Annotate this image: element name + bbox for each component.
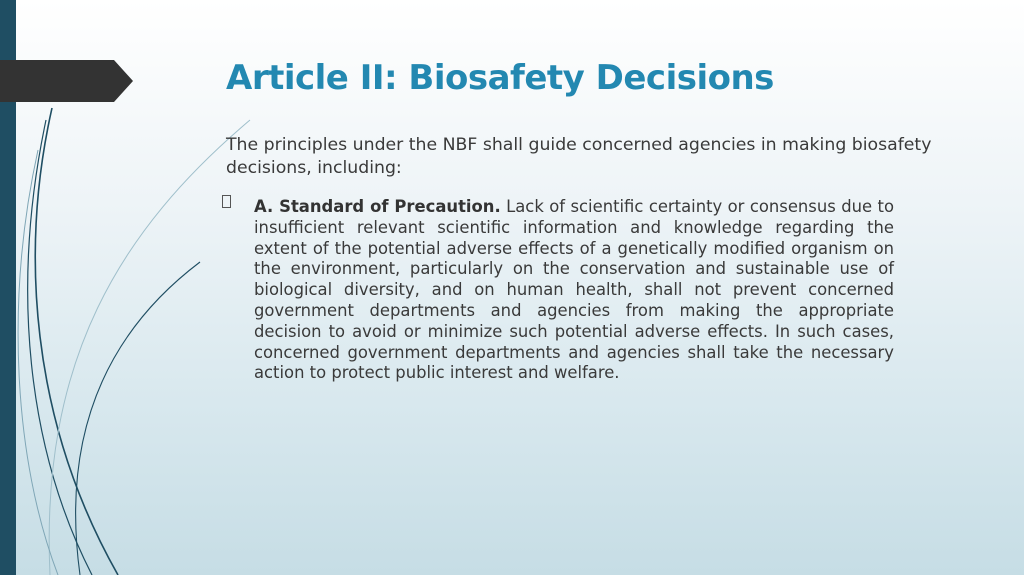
intro-paragraph: The principles under the NBF shall guide concerned agencies in making biosafety decisions, including: (226, 135, 932, 178)
slide-title: Article II: Biosafety Decisions (226, 58, 774, 98)
arrow-tab-shape (0, 60, 133, 102)
missing-glyph-box-icon (222, 195, 231, 208)
bullet-item (254, 197, 894, 384)
bullet-heading: A. Standard of Precaution. (254, 197, 501, 216)
bullet-body: Lack of scientific certainty or consensus due to insufficient relevant scientific information and knowledge regarding the extent of the potential adverse effects of a genetically modified organism on the environment, particularly on the conservation and sustainable use of biological diversity, and on human health, shall not prevent concerned government departments and agencies from making the appropriate decision to avoid or minimize such potential adverse effects. In such cases, concerned government departments and agencies shall take the necessary action to protect public interest and welfare. (254, 197, 894, 383)
